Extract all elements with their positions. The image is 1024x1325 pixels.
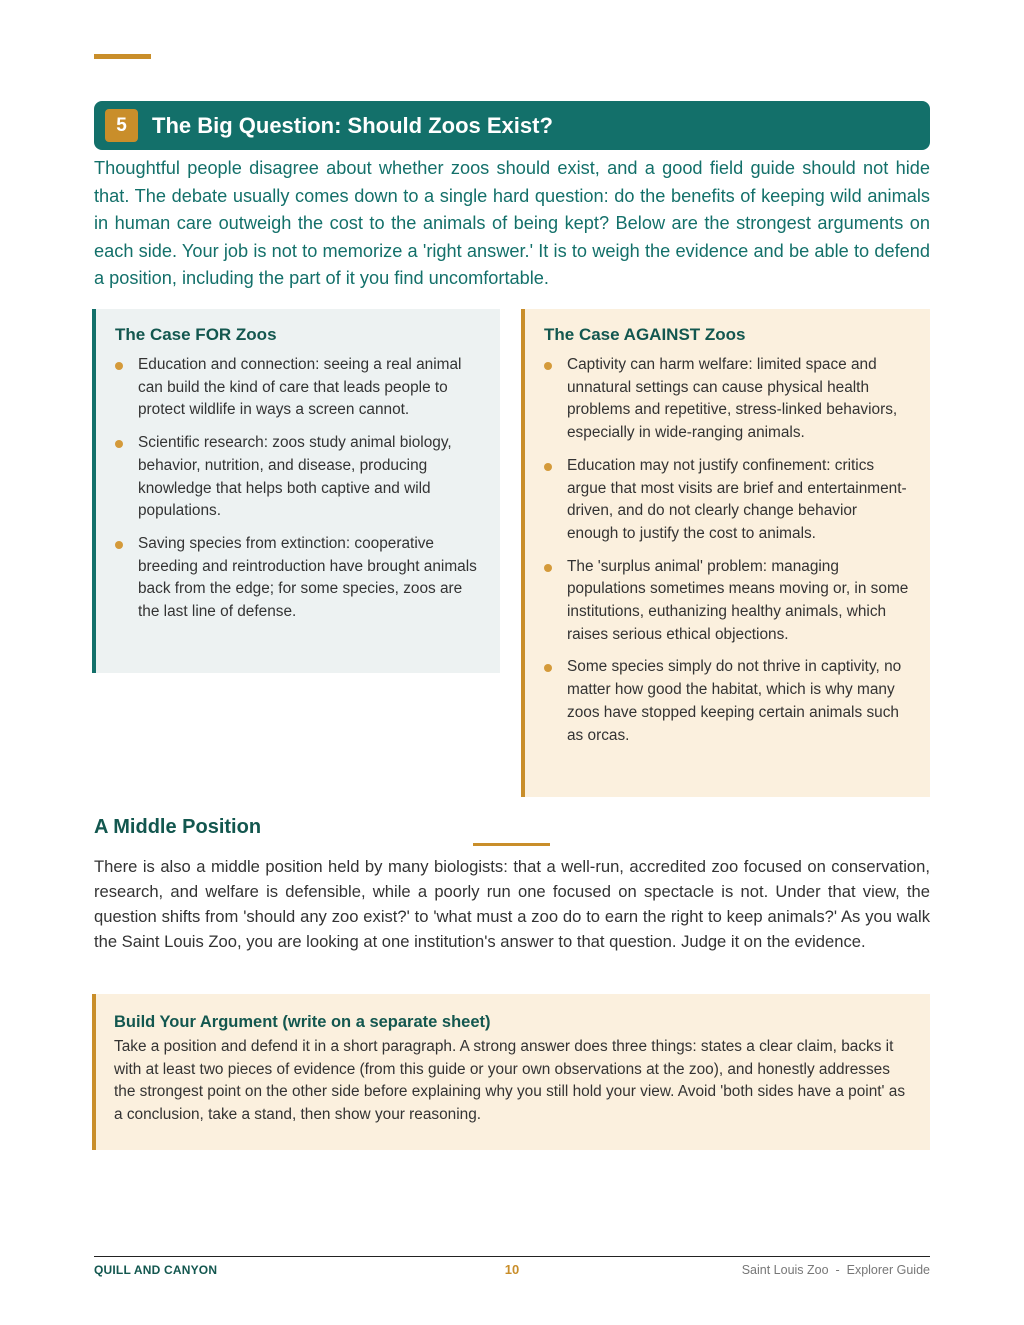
case-against-box [521,309,930,797]
case-for-list [115,354,480,624]
bullet-icon [544,564,552,572]
section-banner [94,101,930,150]
list-item [544,656,910,747]
list-item [115,533,480,624]
list-item-text: Education may not justify confinement: critics argue that most visits are brief and entertainment-driven, and do not clearly change behavior enough to justify the cost to animals. [567,456,907,542]
list-item [544,556,910,647]
build-argument-text: Take a position and defend it in a short paragraph. A strong answer does three things: states a clear claim, backs it with at least two pieces of evidence (from this guide or your own observations at the zoo), and honestly addresses the strongest point on the other side before explaining why you still hold your view. Avoid 'both sides have a point' as a conclusion, take a stand, then show your reasoning. [114,1038,906,1123]
list-item [115,432,480,523]
list-item-text: Captivity can harm welfare: limited space and unnatural settings can cause physical health problems and repetitive, stress-linked behaviors, especially in wide-ranging animals. [567,356,898,442]
list-item [544,455,910,546]
bullet-icon [544,463,552,471]
middle-position-heading: A Middle Position [94,816,262,838]
footer-publisher: QUILL AND CANYON [94,1263,218,1277]
bullet-icon [115,362,123,370]
bullet-icon [544,362,552,370]
bullet-icon [544,664,552,672]
build-argument-box [92,994,930,1150]
case-against-list [544,354,910,747]
bullet-icon [115,541,123,549]
bullet-icon [115,440,123,448]
list-item-text: Scientific research: zoos study animal biology, behavior, nutrition, and disease, producing knowledge that helps both captive and wild populations. [138,434,452,520]
footer-guide-title: Saint Louis Zoo - Explorer Guide [741,1263,930,1277]
list-item-text: The 'surplus animal' problem: managing populations sometimes means moving or, in some institutions, euthanizing healthy animals, which raises serious ethical objections. [567,557,909,643]
case-for-title: The Case FOR Zoos [115,325,277,344]
middle-position-paragraph: There is also a middle position held by many biologists: that a well-run, accredited zoo focused on conservation, research, and welfare is defensible, while a poorly run one focused on spectacle is not. Under that view, the question shifts from 'should any zoo exist?' to 'what must a zoo do to earn the right to keep animals?' As you walk the Saint Louis Zoo, you are looking at one institution's answer to that question. Judge it on the evidence. [94,857,930,951]
list-item [115,354,480,422]
top-accent-rule [94,54,151,59]
case-against-title: The Case AGAINST Zoos [544,325,746,344]
list-item-text: Education and connection: seeing a real animal can build the kind of care that leads people to protect wildlife in ways a screen cannot. [138,356,462,419]
section-number-badge: 5 [105,109,138,142]
case-for-box [92,309,500,673]
list-item-text: Some species simply do not thrive in captivity, no matter how good the habitat, which is why many zoos have stopped keeping certain animals such as orcas. [567,658,902,744]
build-argument-title: Build Your Argument (write on a separate sheet) [114,1013,491,1031]
intro-paragraph: Thoughtful people disagree about whether zoos should exist, and a good field guide should not hide that. The debate usually comes down to a single hard question: do the benefits of keeping wild animals in human care outweigh the cost to the animals of being kept? Below are the strongest arguments on each side. Your job is not to memorize a 'right answer.' It is to weigh the evidence and be able to defend a position, including the part of it you find uncomfortable. [94,158,930,288]
section-title: The Big Question: Should Zoos Exist? [152,112,553,138]
page-number: 10 [504,1262,520,1277]
footer-rule [94,1256,930,1257]
list-item [544,354,910,445]
middle-divider [473,843,550,846]
list-item-text: Saving species from extinction: cooperative breeding and reintroduction have brought animals back from the edge; for some species, zoos are the last line of defense. [138,534,477,621]
